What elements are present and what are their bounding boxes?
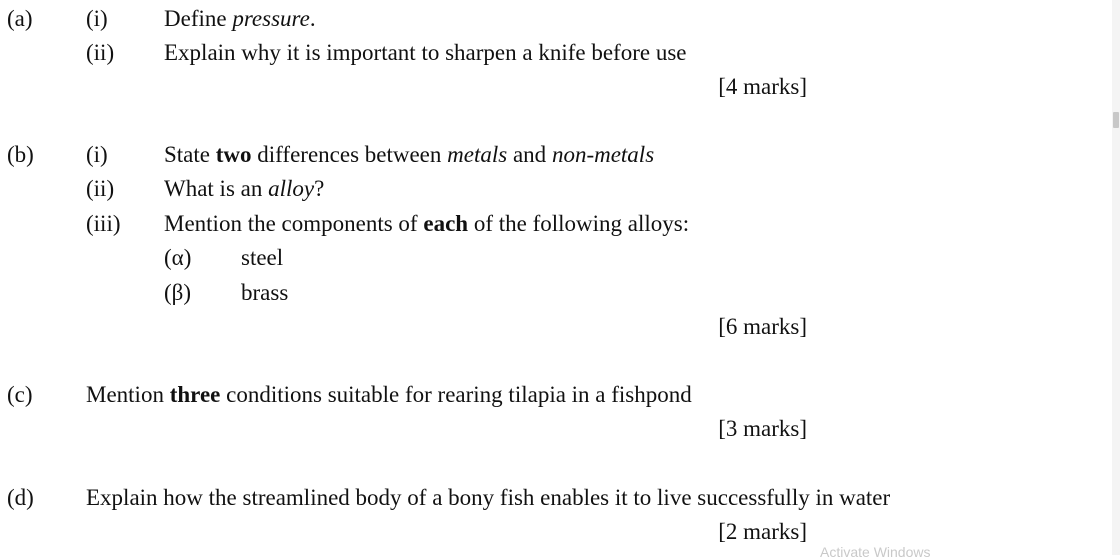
text-segment: of the following alloys: — [468, 211, 690, 236]
question-a-ii-text: Explain why it is important to sharpen a knife before use — [164, 40, 687, 65]
text-segment: . — [309, 6, 316, 31]
question-b-iii-number: (iii) — [86, 211, 121, 236]
scrollbar-thumb[interactable] — [1113, 112, 1119, 128]
question-b-iii-text — [164, 212, 689, 235]
text-segment: Mention the components of — [164, 211, 424, 236]
question-b-marks: [6 marks] — [718, 314, 807, 339]
question-c-label: (c) — [7, 382, 33, 407]
italic-term: alloy — [268, 176, 315, 201]
text-segment: What is an — [164, 176, 269, 201]
question-d-marks: [2 marks] — [718, 519, 807, 544]
question-a-ii-number: (ii) — [86, 40, 115, 65]
question-b-alpha-text: steel — [241, 245, 284, 270]
text-segment: and — [507, 142, 552, 167]
question-b-i-number: (i) — [86, 142, 108, 167]
question-a-i-number: (i) — [86, 6, 108, 31]
text-segment: Mention — [86, 382, 170, 407]
bold-term: two — [215, 142, 252, 167]
italic-term: non-metals — [551, 142, 655, 167]
question-a-i-text — [164, 7, 316, 30]
activation-watermark: Activate Windows — [820, 544, 931, 560]
italic-term: metals — [447, 142, 508, 167]
text-segment: differences between — [251, 142, 448, 167]
text-segment: ? — [314, 176, 325, 201]
vertical-scrollbar[interactable] — [1112, 0, 1120, 555]
bold-term: each — [423, 211, 469, 236]
question-c-marks: [3 marks] — [718, 416, 807, 441]
question-b-ii-number: (ii) — [86, 176, 115, 201]
text-segment: conditions suitable for rearing tilapia in a fishpond — [220, 382, 692, 407]
question-c-text — [86, 383, 692, 406]
question-b-i-text — [164, 143, 654, 166]
question-b-beta-text: brass — [241, 280, 289, 305]
question-a-label: (a) — [7, 6, 33, 31]
question-d-label: (d) — [7, 485, 34, 510]
question-b-alpha-number: (α) — [164, 245, 192, 270]
question-d-text: Explain how the streamlined body of a bony fish enables it to live successfully in water — [86, 485, 891, 510]
text-segment: Define — [164, 6, 233, 31]
question-b-beta-number: (β) — [164, 280, 192, 305]
text-segment: State — [164, 142, 216, 167]
bold-term: three — [169, 382, 221, 407]
italic-term: pressure — [232, 6, 310, 31]
question-a-marks: [4 marks] — [718, 74, 807, 99]
question-b-label: (b) — [7, 142, 34, 167]
question-b-ii-text — [164, 177, 324, 200]
